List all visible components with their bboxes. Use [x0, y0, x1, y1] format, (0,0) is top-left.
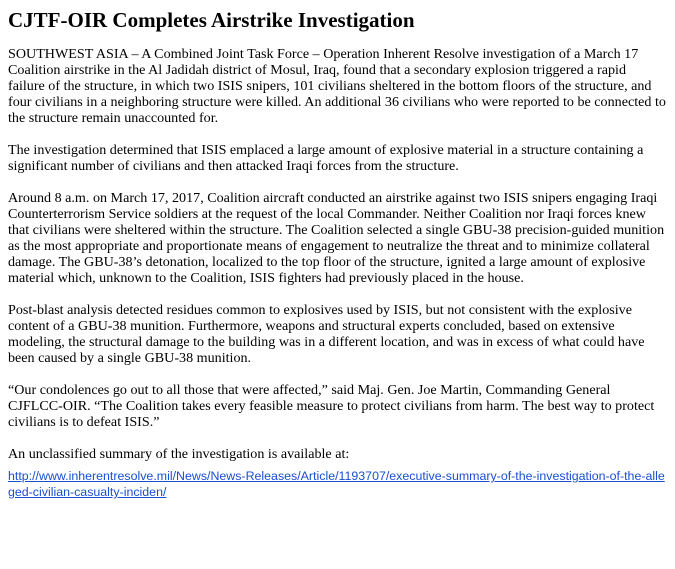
paragraph-post-blast-analysis: Post-blast analysis detected residues common to explosives used by ISIS, but not consistent with the explosive content of a GBU-38 munition. Furthermore, weapons and structural experts concluded, based on extensive modeling, the structural damage to the building was in a different location, and was in excess of what could have been caused by a single GBU-38 munition. — [8, 302, 645, 366]
paragraph-quote: “Our condolences go out to all those that were affected,” said Maj. Gen. Joe Martin, Commanding General CJFLCC-OIR. “The Coalition takes every feasible measure to protect civilians from harm. The best way to protect civilians is to defeat ISIS.” — [8, 382, 655, 430]
paragraph-airstrike-details: Around 8 a.m. on March 17, 2017, Coalition aircraft conducted an airstrike against two ISIS snipers engaging Iraqi Counterterrorism Service soldiers at the request of the local Commander. Neither Coalition nor Iraqi forces knew that civilians were sheltered within the structure. The Coalition selected a single GBU-38 precision-guided munition as the most appropriate and proportionate means of engagement to neutralize the threat and to minimize collateral damage. The GBU-38’s detonation, localized to the top floor of the structure, ignited a large amount of explosive material which, unknown to the Coalition, ISIS fighters had previously placed in the house. — [8, 190, 665, 286]
page-title: CJTF-OIR Completes Airstrike Investigation — [8, 8, 415, 32]
summary-link[interactable]: http://www.inherentresolve.mil/News/News-Releases/Article/1193707/executive-summary-of-the-investigation-of-the-alleged-civilian-casualty-inciden/ — [8, 469, 665, 499]
press-release-document — [8, 8, 666, 500]
paragraph-summary-availability: An unclassified summary of the investigation is available at: — [8, 446, 350, 462]
paragraph-intro: SOUTHWEST ASIA – A Combined Joint Task Force – Operation Inherent Resolve investigation of a March 17 Coalition airstrike in the Al Jadidah district of Mosul, Iraq, found that a secondary explosion triggered a rapid failure of the structure, in which two ISIS snipers, 101 civilians sheltered in the bottom floors of the structure, and four civilians in a neighboring structure were killed. An additional 36 civilians who were reported to be connected to the structure remain unaccounted for. — [8, 46, 666, 126]
paragraph-investigation-finding: The investigation determined that ISIS emplaced a large amount of explosive material in a structure containing a significant number of civilians and then attacked Iraqi forces from the structure. — [8, 142, 644, 174]
